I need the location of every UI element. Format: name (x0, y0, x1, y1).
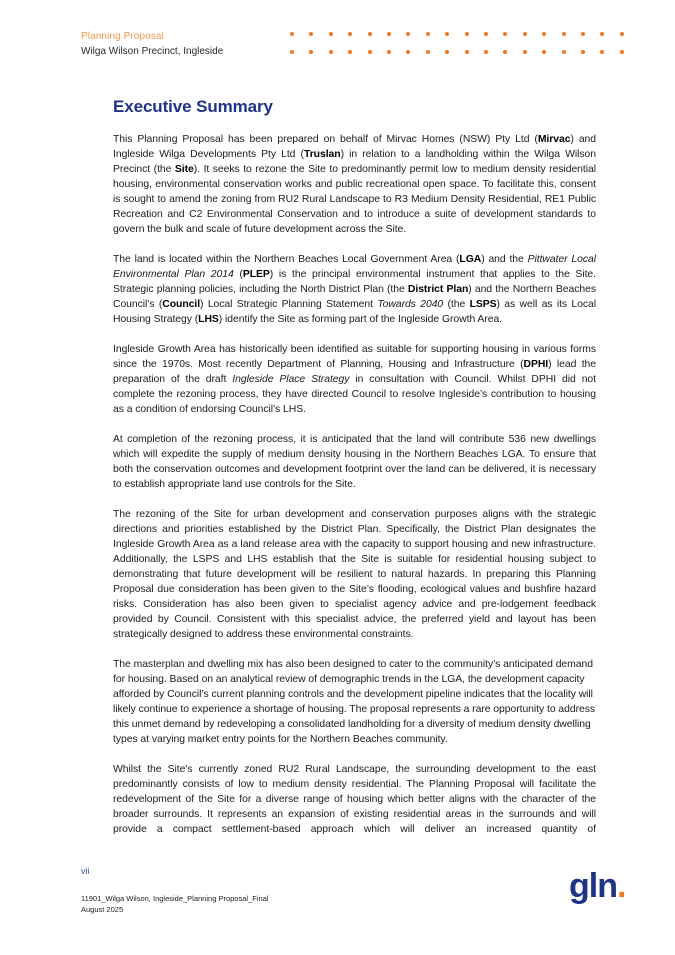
text-run: ) and the (481, 254, 528, 265)
decorative-dot (309, 50, 313, 54)
document-title-reference: Ingleside Place Strategy (232, 374, 350, 385)
decorative-dot (620, 50, 624, 54)
decorative-dot (348, 32, 352, 36)
decorative-dot (387, 32, 391, 36)
text-run: Whilst the Site’s currently zoned RU2 Rural Landscape, the surrounding development to the east predominantly consists of low to medium density residential. The Planning Proposal will facilitate the redevelopment of the Site for a diverse range of housing which better aligns with the character of the broader surrounds. It represents an expansion of existing residential areas in the surrounds and will provide a compact settlement-based approach which will deliver an increased quantity of (113, 764, 596, 835)
section-heading: Executive Summary (113, 97, 273, 116)
text-run: ) identify the Site as forming part of the Ingleside Growth Area. (218, 314, 503, 325)
decorative-dot (368, 50, 372, 54)
body-paragraph (113, 342, 596, 417)
text-run: Ingleside Growth Area has historically been identified as suitable for supporting housing in various forms since the 1970s. Most recently Department of Planning, Housing and Infrastructure ( (113, 344, 596, 370)
defined-term: LGA (459, 254, 482, 265)
decorative-dot (503, 50, 507, 54)
text-run: ) and Ingleside Wilga Developments Pty Ltd ( (113, 134, 597, 160)
decorative-dot (368, 32, 372, 36)
document-title-reference: Pittwater Local Environmental Plan 2014 (113, 254, 596, 280)
decorative-dot (445, 32, 449, 36)
decorative-dot (542, 50, 546, 54)
decorative-dot (523, 32, 527, 36)
body-paragraph (113, 252, 596, 327)
body-paragraph (113, 657, 596, 747)
decorative-dot (562, 50, 566, 54)
decorative-dot (406, 32, 410, 36)
text-run: (the (443, 299, 470, 310)
decorative-dot (348, 50, 352, 54)
logo-period: . (616, 867, 626, 905)
body-paragraph (113, 762, 596, 837)
text-run: ). It seeks to rezone the Site to predominantly permit low to medium density residential housing, environmental conservation works and public recreational open space. To facilitate this, consent is sought to amend the zoning from RU2 Rural Landscape to R3 Medium Density Residential, RE1 Public Recreation and C2 Environmental Conservation and to introduce a suite of development standards to govern the bulk and scale of future development across the Site. (113, 164, 596, 235)
defined-term: Site (174, 164, 194, 175)
body-text (113, 132, 596, 852)
decorative-dot (581, 32, 585, 36)
footer-date: August 2025 (81, 905, 124, 914)
decorative-dot (581, 50, 585, 54)
text-run: ( (233, 269, 243, 280)
defined-term: LSPS (469, 299, 497, 310)
header-document-type: Planning Proposal (81, 31, 164, 42)
defined-term: Truslan (303, 149, 341, 160)
decorative-dot (484, 32, 488, 36)
defined-term: Council (162, 299, 201, 310)
text-run: The land is located within the Northern Beaches Local Government Area ( (113, 254, 460, 265)
decorative-dot (387, 50, 391, 54)
defined-term: DPHI (523, 359, 549, 370)
decorative-dot (290, 50, 294, 54)
text-run: At completion of the rezoning process, it is anticipated that the land will contribute 536 new dwellings which will expedite the supply of medium density housing in the Northern Beaches LGA. To ensure that both the conservation outcomes and development footprint over the land can be delivered, it is necessary to establish appropriate land use controls for the Site. (113, 434, 596, 490)
decorative-dot (484, 50, 488, 54)
footer-document-name: 11901_Wilga Wilson, Ingleside_Planning Proposal_Final (81, 894, 269, 903)
footer-document-info (81, 893, 268, 915)
logo-text: gln (569, 867, 617, 905)
body-paragraph (113, 507, 596, 642)
text-run: ) lead the preparation of the draft (113, 359, 596, 385)
text-run: ) is the principal environmental instrument that applies to the Site. Strategic planning policies, including the North District Plan (the (113, 269, 596, 295)
text-run: in consultation with Council. Whilst DPHI did not complete the rezoning process, they have directed Council to resolve Ingleside’s contribution to housing as a condition of endorsing Council’s LHS. (113, 374, 596, 415)
decorative-dot (465, 32, 469, 36)
decorative-dot (562, 32, 566, 36)
text-run: ) in relation to a landholding within the Wilga Wilson Precinct (the (113, 149, 596, 175)
defined-term: LHS (198, 314, 219, 325)
text-run: ) and the Northern Beaches Council’s ( (113, 284, 597, 310)
text-run: This Planning Proposal has been prepared on behalf of Mirvac Homes (NSW) Pty Ltd ( (113, 134, 538, 145)
header-project-name: Wilga Wilson Precinct, Ingleside (81, 46, 224, 57)
gln-logo (569, 866, 625, 906)
decorative-dot (329, 32, 333, 36)
defined-term: PLEP (242, 269, 270, 280)
text-run: ) as well as its Local Housing Strategy ( (113, 299, 596, 325)
defined-term: Mirvac (537, 134, 571, 145)
decorative-dot (600, 32, 604, 36)
decorative-dot (406, 50, 410, 54)
decorative-dot (465, 50, 469, 54)
text-run: The rezoning of the Site for urban development and conservation purposes aligns with the strategic directions and priorities established by the District Plan. Specifically, the District Plan designates the Ingleside Growth Area as a land release area with the capacity to support housing and new infrastructure. Additionally, the LSPS and LHS establish that the Site is suitable for residential housing subject to demonstrating that future development will be resilient to natural hazards. In preparing this Planning Proposal due consideration has been given to the Site’s flooding, ecological values and bushfire hazard risks. Consideration has also been given to specialist agency advice and pre-lodgement feedback provided by Council. Consistent with this specialist advice, the preferred yield and layout has been strategically designed to address these environmental constraints. (113, 509, 596, 640)
decorative-dot-pattern (287, 29, 632, 59)
document-title-reference: Towards 2040 (377, 299, 444, 310)
decorative-dot (426, 32, 430, 36)
decorative-dot (290, 32, 294, 36)
body-paragraph (113, 132, 596, 237)
decorative-dot (600, 50, 604, 54)
decorative-dot (445, 50, 449, 54)
defined-term: District Plan (407, 284, 469, 295)
decorative-dot (329, 50, 333, 54)
text-run: ) Local Strategic Planning Statement (200, 299, 378, 310)
body-paragraph (113, 432, 596, 492)
text-run: The masterplan and dwelling mix has also been designed to cater to the community’s anticipated demand for housing. Based on an analytical review of demographic trends in the LGA, the development capacity afforded by Council’s current planning controls and the development pipeline indicates that the locality will likely continue to experience a shortage of housing. The proposal represents a rare opportunity to address this unmet demand by redeveloping a consolidated landholding for a diversity of medium density dwelling types at varying market entry points for the Northern Beaches community. (113, 659, 596, 745)
decorative-dot (503, 32, 507, 36)
decorative-dot (523, 50, 527, 54)
page-number: vii (81, 866, 90, 876)
decorative-dot (542, 32, 546, 36)
decorative-dot (620, 32, 624, 36)
decorative-dot (309, 32, 313, 36)
decorative-dot (426, 50, 430, 54)
